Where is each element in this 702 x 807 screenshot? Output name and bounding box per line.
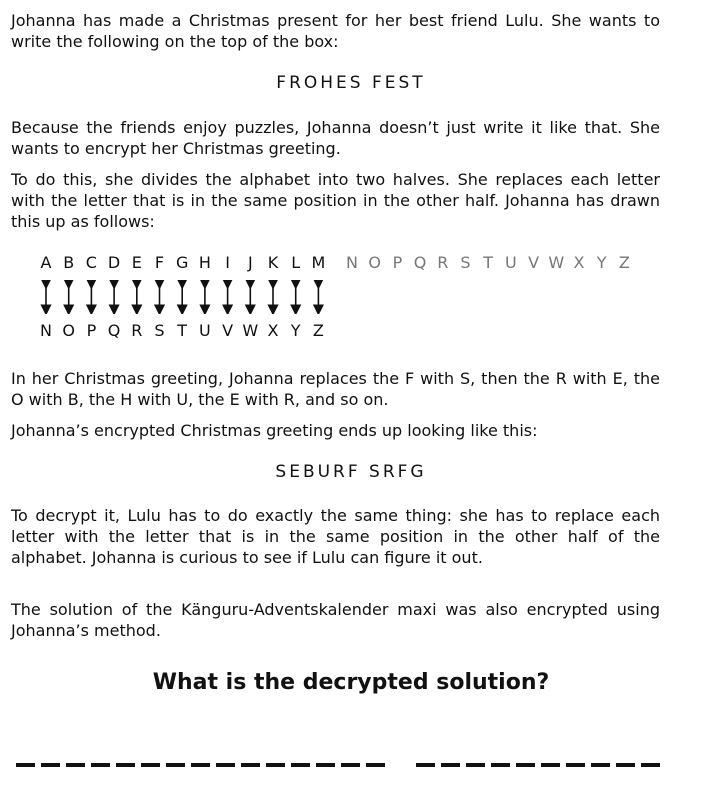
encrypt-paragraph: Because the friends enjoy puzzles, Johanna doesn’t just write it like that. She wants to encrypt her Christmas greeting. [11,118,660,158]
answer-blank-word2 [441,763,460,767]
alphabet-first-half-row [35,253,335,275]
letter-o: O [368,253,381,272]
question-heading: What is the decrypted solution? [152,670,550,695]
letter-g: G [175,253,189,272]
plain-greeting: FROHES FEST [276,73,426,93]
letter-b: B [63,253,75,272]
answer-blank-word2 [416,763,435,767]
answer-blank-word2 [491,763,510,767]
mapped-letter-t: T [177,321,188,340]
answer-blank-word1 [66,763,85,767]
letter-s: S [460,253,471,272]
mapped-letter-v: V [222,321,234,340]
intro-paragraph: Johanna has made a Christmas present for her best friend Lulu. She wants to write the following on the top of the box: [11,11,660,51]
letter-p: P [392,253,403,272]
letter-q: Q [413,253,427,272]
answer-blank-word2 [616,763,635,767]
answer-blank-word1 [341,763,360,767]
answer-blank-word1 [41,763,60,767]
answer-blank-word1 [16,763,35,767]
answer-blank-word1 [116,763,135,767]
letter-d: D [107,253,121,272]
answer-blank-word2 [541,763,560,767]
divide-paragraph: To do this, she divides the alphabet into two halves. She replaces each letter with the letter that is in the same position in the other half. Johanna has drawn this up as follows: [11,170,660,231]
mapped-letter-o: O [62,321,75,340]
answer-blank-word2 [466,763,485,767]
mapped-letter-w: W [242,321,259,340]
alphabet-second-half-row [341,253,641,275]
mapped-letter-x: X [267,321,279,340]
letter-i: I [225,253,230,272]
answer-blank-word1 [166,763,185,767]
looks-paragraph: Johanna’s encrypted Christmas greeting ends up looking like this: [11,421,538,440]
letter-h: H [198,253,211,272]
mapped-letter-r: R [131,321,143,340]
answer-blank-word1 [216,763,235,767]
answer-blank-word1 [141,763,160,767]
letter-w: W [548,253,565,272]
letter-z: Z [618,253,630,272]
mapped-letter-y: Y [290,321,301,340]
encrypted-greeting: SEBURF SRFG [275,462,427,482]
answer-blank-word1 [91,763,110,767]
answer-blank-word2 [516,763,535,767]
letter-c: C [85,253,97,272]
letter-v: V [528,253,540,272]
letter-t: T [483,253,494,272]
letter-j: J [247,253,253,272]
answer-blank-word2 [566,763,585,767]
mapped-letter-p: P [86,321,97,340]
letter-a: A [40,253,52,272]
answer-blank-word1 [266,763,285,767]
mapped-letter-s: S [154,321,165,340]
letter-r: R [437,253,449,272]
mapped-letter-u: U [199,321,211,340]
letter-m: M [311,253,326,272]
answer-blank-word1 [241,763,260,767]
mapped-letter-q: Q [107,321,121,340]
answer-blank-word2 [591,763,610,767]
mapped-letter-z: Z [312,321,324,340]
answer-blank-word2 [641,763,660,767]
answer-blank-word1 [366,763,385,767]
replace-paragraph: In her Christmas greeting, Johanna replaces the F with S, then the R with E, the O with B, the H with U, the E with R, and so on. [11,369,660,409]
alphabet-mapped-row [35,321,335,343]
letter-x: X [573,253,585,272]
letter-u: U [505,253,517,272]
letter-f: F [154,253,165,272]
letter-l: L [291,253,301,272]
decrypt-paragraph: To decrypt it, Lulu has to do exactly the same thing: she has to replace each letter with the letter that is in the same position in the other half of the alphabet. Johanna is curious to see if Lulu can figure it out. [11,506,660,567]
mapped-letter-n: N [40,321,52,340]
arrow-row [0,280,702,314]
letter-y: Y [596,253,607,272]
letter-e: E [131,253,142,272]
answer-blank-word1 [316,763,335,767]
letter-n: N [346,253,358,272]
solution-paragraph: The solution of the Känguru-Adventskalender maxi was also encrypted using Johanna’s method. [11,600,660,640]
answer-blank-word1 [291,763,310,767]
answer-blank-word1 [191,763,210,767]
letter-k: K [267,253,279,272]
